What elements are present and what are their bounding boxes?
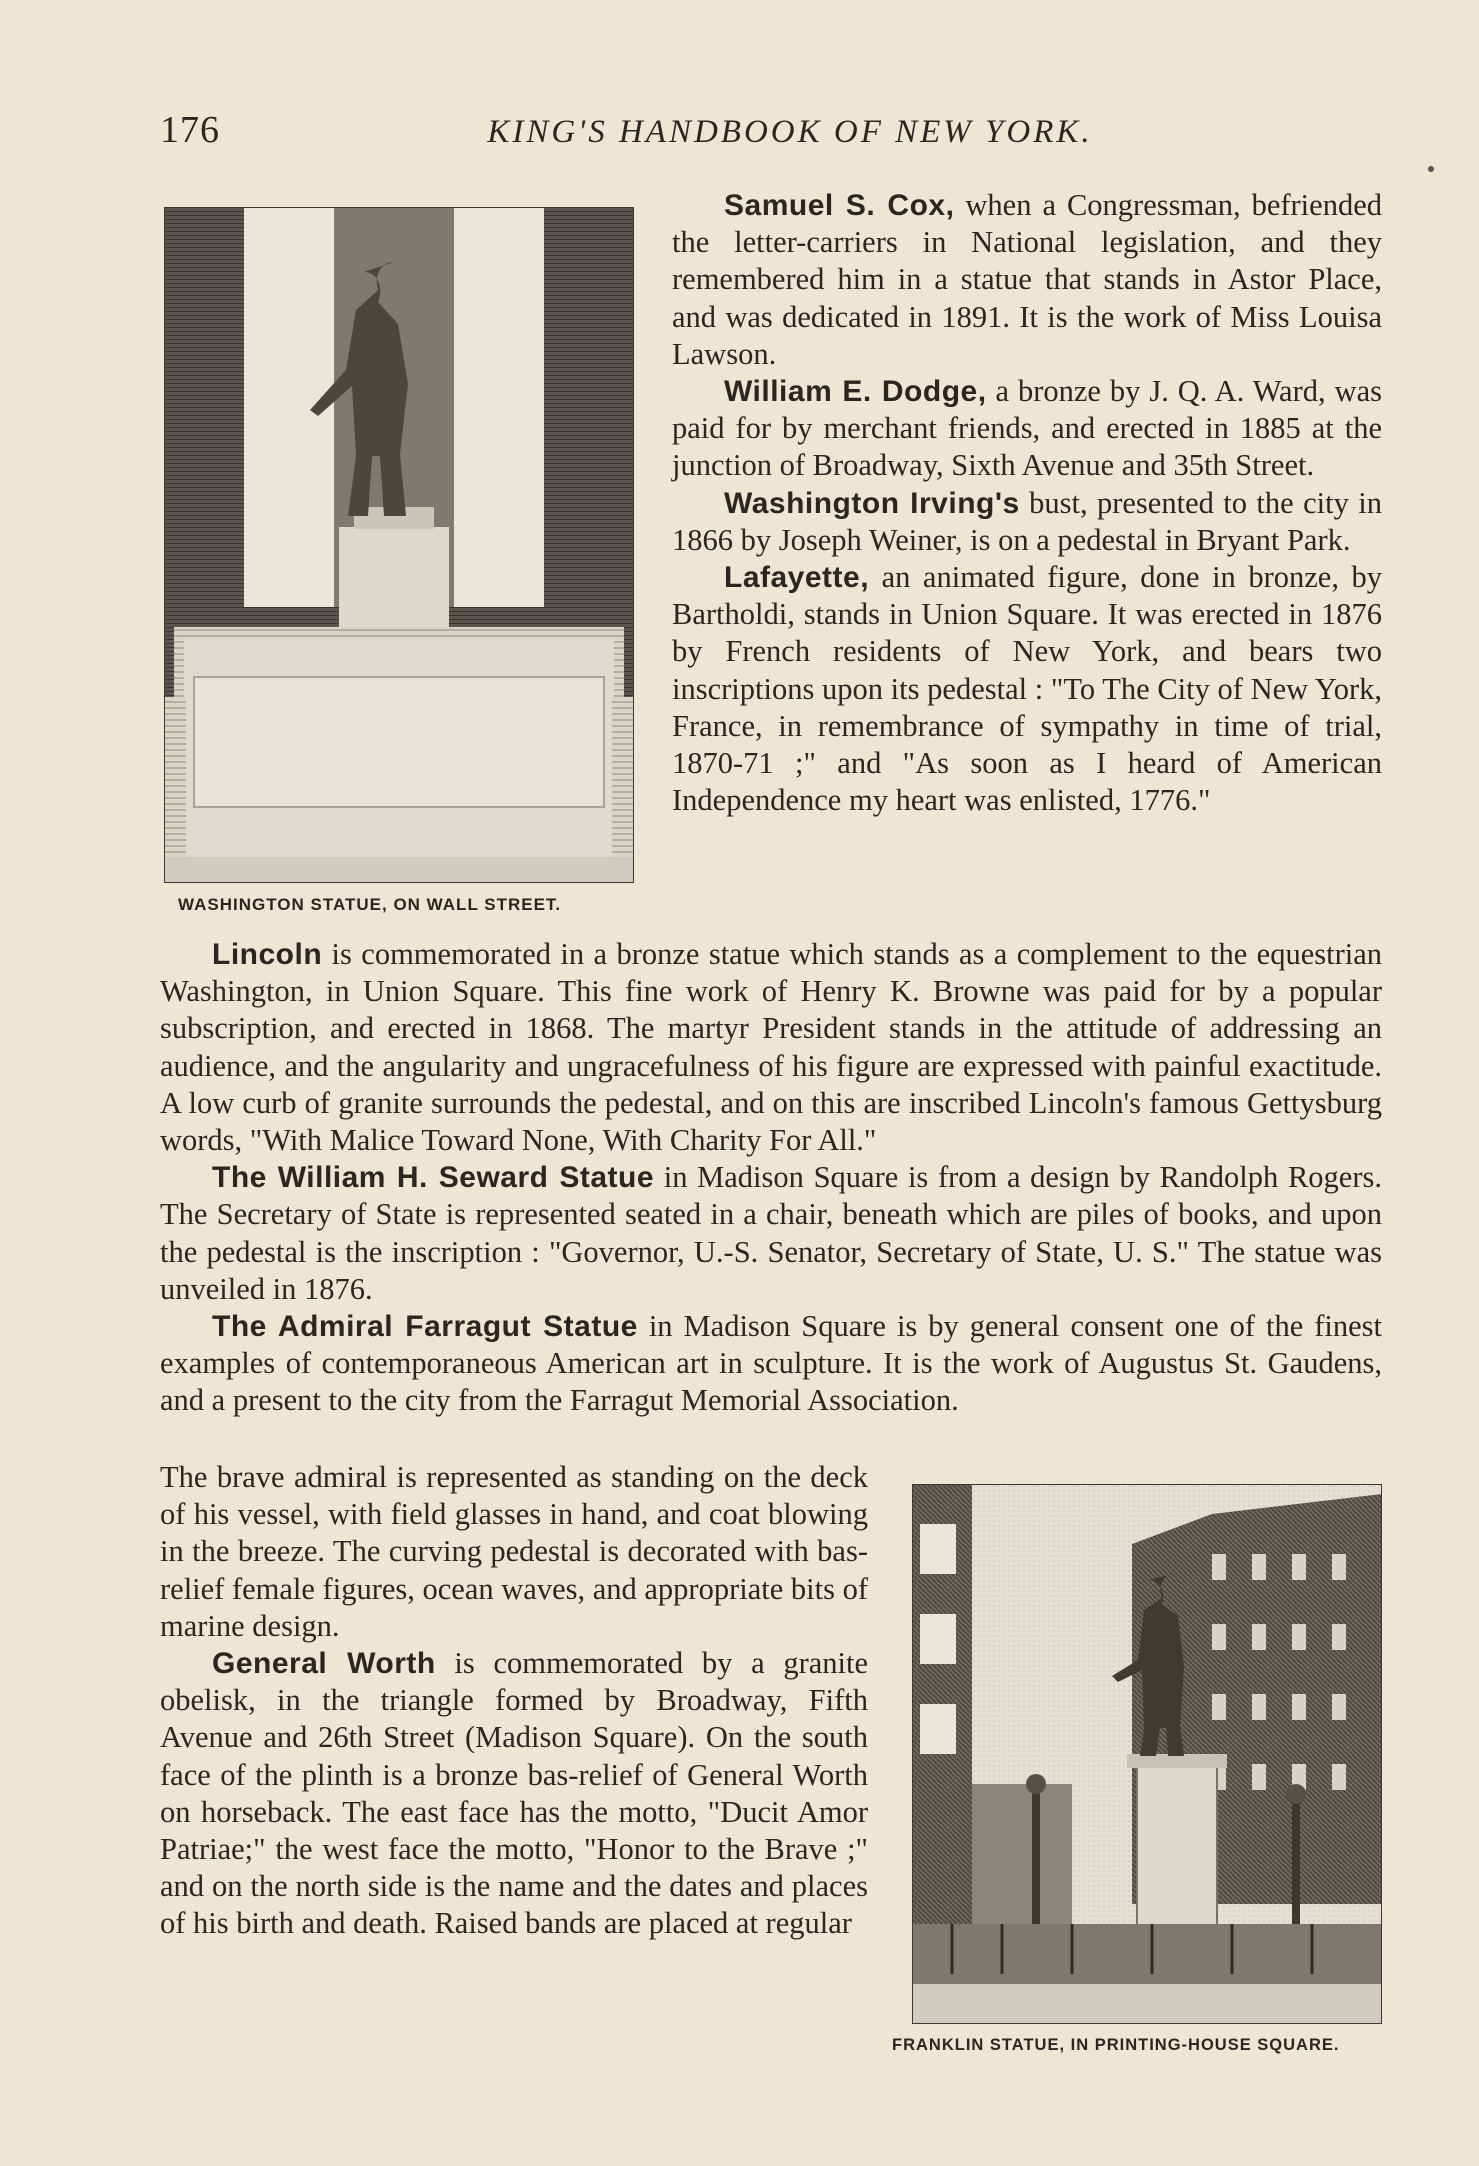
paragraph-body: when a Congressman, befriended the letter-carriers in National legislation, and they remembered him in a statue that stands in Astor Place, and was dedicated in 1891. It is the work of Miss Louisa Lawson. <box>672 188 1382 371</box>
washington-statue-figure <box>164 207 634 914</box>
lead-term: Lafayette, <box>724 561 870 595</box>
ink-speck <box>1428 166 1434 172</box>
paragraph-body: bust, presented to the city in 1866 by Joseph Weiner, is on a pedestal in Bryant Park. <box>672 485 1383 557</box>
lead-term: The Admiral Farragut Statue <box>212 1310 638 1344</box>
paragraph-body: in Madison Square is by general consent one of the finest examples of contemporaneous American art in sculpture. It is the work of Augustus St. Gaudens, and a present to the city from the Farragut Memorial Association. <box>160 1309 1383 1418</box>
lead-term: General Worth <box>212 1647 436 1681</box>
paragraph-lincoln <box>160 936 1382 1159</box>
paragraph-irving <box>672 485 1382 559</box>
washington-statue-engraving <box>164 207 634 883</box>
paragraph-body: The brave admiral is represented as standing on the deck of his vessel, with field glasses in hand, and coat blowing in the breeze. The curving pedestal is decorated with bas-relief female figures, ocean waves, and appropriate bits of marine design. <box>160 1460 868 1643</box>
paragraph-body: a bronze by J. Q. A. Ward, was paid for by merchant friends, and erected in 1885 at the junction of Broadway, Sixth Avenue and 35th Street. <box>672 374 1382 483</box>
running-title: KING'S HANDBOOK OF NEW YORK. <box>487 114 1093 150</box>
figure-caption: FRANKLIN STATUE, IN PRINTING-HOUSE SQUARE. <box>892 2036 1340 2054</box>
lead-term: Samuel S. Cox, <box>724 189 955 222</box>
paragraph-body: is commemorated by a granite obelisk, in the triangle formed by Broadway, Fifth Avenue and 26th Street (Madison Square). On the south face of the plinth is a bronze bas-relief of General Worth on horseback. The east face has the motto, "Ducit Amor Patriae;" the west face the motto, "Honor to the Brave ;" and on the north side is the name and the dates and places of his birth and death. Raised bands are placed at regular <box>160 1646 868 1941</box>
paragraph-body: an animated figure, done in bronze, by Bartholdi, stands in Union Square. It was erected in 1876 by French residents of New York, and bears two inscriptions upon its pedestal : "To The City of New York, France, in remembrance of sympathy in time of trial, 1870-71 ;" and "As soon as I heard of American Independence my heart was enlisted, 1776." <box>672 560 1382 818</box>
lead-term: Washington Irving's <box>724 486 1020 520</box>
left-column-text <box>160 1459 868 1943</box>
paragraph-cox <box>672 187 1382 373</box>
paragraph-farragut-start <box>160 1308 1382 1420</box>
paragraph-body: in Madison Square is from a design by Randolph Rogers. The Secretary of State is represented seated in a chair, beneath which are piles of books, and upon the pedestal is the inscription : "Governor, U.-S. Senator, Secretary of State, U. S." The statue was unveiled in 1876. <box>160 1160 1382 1306</box>
right-column-text <box>672 187 1382 819</box>
page-number: 176 <box>160 109 220 151</box>
page-header <box>160 108 1390 168</box>
paragraph-body: is commemorated in a bronze statue which stands as a complement to the equestrian Washington, in Union Square. This fine work of Henry K. Browne was paid for by a popular subscription, and erected in 1868. The martyr President stands in the attitude of addressing an audience, and the angularity and ungracefulness of his figure are expressed with painful exactitude. A low curb of granite surrounds the pedestal, and on this are inscribed Lincoln's famous Gettysburg words, "With Malice Toward None, With Charity For All." <box>160 937 1382 1158</box>
paragraph-lafayette <box>672 559 1382 819</box>
full-width-text <box>160 936 1382 1420</box>
paragraph-dodge <box>672 373 1382 485</box>
lead-term: The William H. Seward Statue <box>212 1161 655 1195</box>
figure-caption: WASHINGTON STATUE, ON WALL STREET. <box>178 895 562 914</box>
franklin-statue-engraving <box>912 1484 1382 2024</box>
lead-term: Lincoln <box>212 938 323 971</box>
paragraph-worth <box>160 1645 868 1943</box>
paragraph-farragut-continued <box>160 1459 868 1645</box>
lead-term: William E. Dodge, <box>724 375 987 409</box>
franklin-statue-figure <box>892 1484 1382 2054</box>
paragraph-seward <box>160 1159 1382 1308</box>
